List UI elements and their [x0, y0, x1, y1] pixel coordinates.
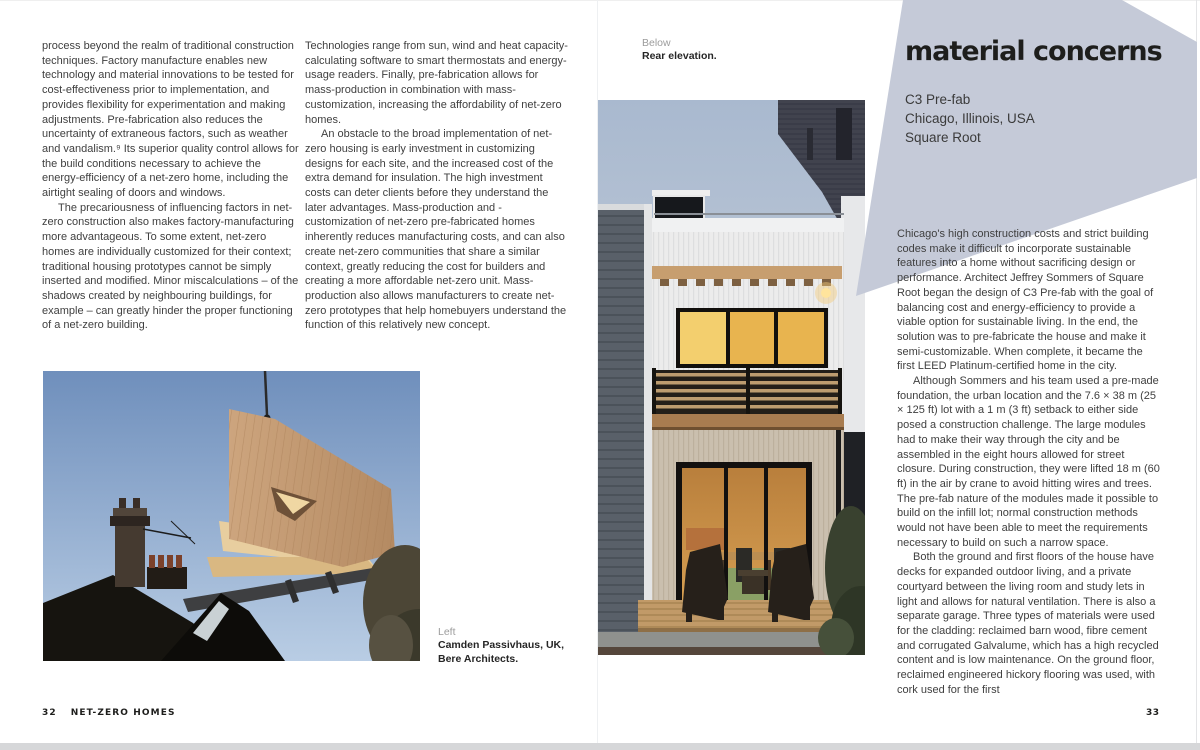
running-title: NET-ZERO HOMES: [70, 708, 176, 718]
feature-title: material concerns: [905, 36, 1162, 67]
photo-camden-passivhaus: [43, 371, 420, 661]
left-page-column-2: [305, 39, 568, 333]
page-number-left: 32: [42, 708, 57, 718]
paragraph: Although Sommers and his team used a pre-made foundation, the urban location and the 7.6 × 38 m (25 × 125 ft) lot with a 1 m (3 ft) setback to either side posed a construction challenge. The large modules had to make their way through the city and be assembled in the eight hours allowed for street closure. During construction, they were lifted 18 m (60 ft) in the air by crane to avoid hitting wires and trees. The pre-fab nature of the modules made it possible to build on the infill lot; normal construction methods would not have been able to meet the requirements necessary to build on such a narrow space.: [897, 375, 1160, 549]
project-architect: Square Root: [905, 130, 981, 145]
caption-line: Rear elevation.: [642, 50, 717, 63]
upper-level: [652, 190, 844, 380]
left-page-column-1: [42, 39, 299, 333]
book-bottom-edge: [0, 743, 1200, 750]
caption-position-label: Left: [438, 626, 456, 638]
page-number-right: 33: [1146, 708, 1160, 718]
caption-line: Camden Passivhaus, UK,: [438, 639, 565, 652]
balcony-railing: [652, 368, 844, 430]
paragraph: Technologies range from sun, wind and heat capacity-calculating software to smart thermostats and energy-usage readers. Finally, pre-fabrication allows for mass-production in combination with mass-customization, increasing the affordability of net-zero homes.: [305, 40, 568, 126]
caption-line: Bere Architects.: [438, 652, 519, 665]
paragraph: The precariousness of influencing factors in net-zero construction also makes factory-manufacturing more advantageous. To some extent, net-zero homes are individually customized for their context; traditional housing prototypes cannot be simply inserted and modified. Minor miscalculations – of the shadows created by neighbouring buildings, for example – can greatly hinder the proper functioning of a net-zero building.: [42, 201, 299, 332]
feature-project-info: [905, 90, 1035, 147]
photo-c3-prefab-rear-elevation: [598, 100, 865, 655]
right-page-folio: [1146, 708, 1160, 718]
project-location: Chicago, Illinois, USA: [905, 111, 1035, 126]
right-page-column: [897, 227, 1163, 698]
gray-panel-siding: [598, 204, 652, 655]
paragraph: Chicago's high construction costs and strict building codes make it difficult to incorporate sustainable features into a home without sacrificing design or performance. Architect Jeffrey Sommers of Square Root began the design of C3 Pre-fab with the goal of balancing cost and energy-efficiency to provide a viable option for sustainable living. In the end, the solution was to pre-fabricate the house and make it semi-customizable. When complete, it became the first LEED Platinum-certified home in the city.: [897, 228, 1154, 373]
caption-position-label: Below: [642, 37, 671, 49]
project-name: C3 Pre-fab: [905, 92, 971, 107]
paragraph: An obstacle to the broad implementation of net-zero housing is early investment in customizing designs for each site, and the increased cost of the extra demand for insulation. The high investment costs can deter clients before they understand the later advantages. Mass-production and -customization of net-zero pre-fabricated homes inherently reduces manufacturing costs, and can also create net-zero communities that share a similar context, greatly reducing the cost for builders and creating a more affordable net-zero unit. Mass-production also allows manufacturers to create net-zero prototypes that help homebuyers understand the function of this relatively new concept.: [305, 128, 567, 332]
paragraph: process beyond the realm of traditional construction techniques. Factory manufacture enables new technology and material innovations to be tested for cost-effectiveness prior to implementation, and provides flexibility for experimentation and making adjustments. Pre-fabrication also reduces the uncertainty of extraneous factors, such as weather and vandalism.⁹ Its superior quality control allows for the build conditions necessary to achieve the energy-efficiency of a net-zero home, including the airtight sealing of doors and windows.: [42, 40, 299, 200]
paragraph: Both the ground and first floors of the house have decks for expanded outdoor living, and a private courtyard between the living room and study lets in light and allows for natural ventilation. There is also a separate garage. Three types of materials were used for the cladding: reclaimed barn wood, fibre cement and corrugated Galvalume, which has a high recycled content and is low maintenance. On the ground floor, reclaimed engineered hickory flooring was used, with cork used for the first: [897, 551, 1159, 696]
photo-caption-rear-elevation: [642, 37, 717, 64]
photo-caption-camden: [438, 626, 564, 666]
left-page-folio: [42, 708, 176, 718]
